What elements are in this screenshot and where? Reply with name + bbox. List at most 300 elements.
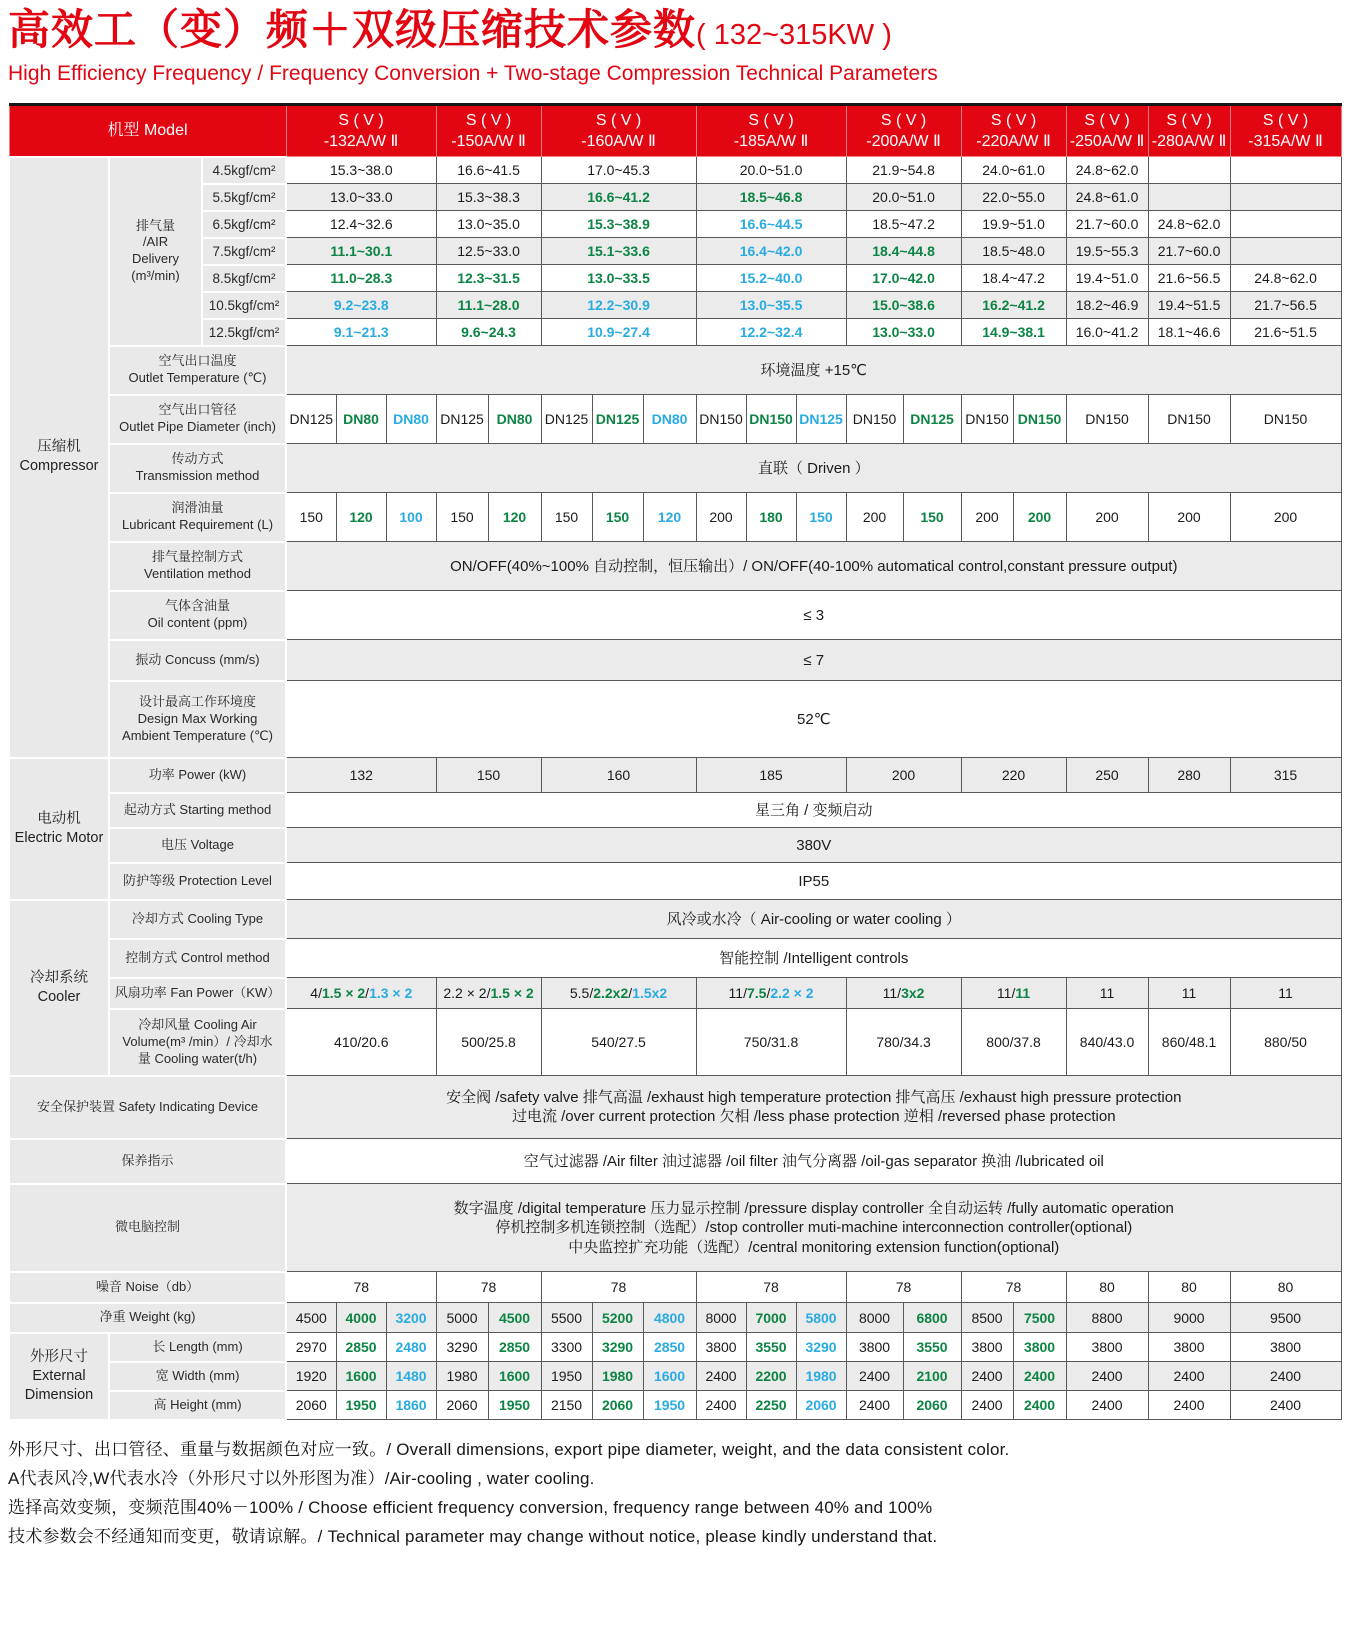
value-cell: 2060 (796, 1391, 846, 1420)
value-cell: 2400 (696, 1362, 746, 1391)
value-cell: 24.8~62.0 (1230, 265, 1341, 292)
value-cell: 280 (1148, 758, 1230, 793)
value-cell: 13.0~33.0 (846, 319, 961, 346)
value-cell: 840/43.0 (1066, 1009, 1148, 1076)
value-cell: 2400 (846, 1391, 903, 1420)
value-cell: 21.7~56.5 (1230, 292, 1341, 319)
group-label: 压缩机 Compressor (9, 157, 109, 758)
value-cell (1148, 184, 1230, 211)
value-cell: DN80 (386, 395, 436, 444)
table-row (9, 828, 1341, 863)
pressure-label: 5.5kgf/cm² (202, 184, 286, 211)
table-row (9, 1139, 1341, 1184)
value-cell: 12.3~31.5 (436, 265, 541, 292)
value-cell: 5800 (796, 1303, 846, 1333)
value-cell: 11.1~30.1 (286, 238, 436, 265)
pressure-label: 8.5kgf/cm² (202, 265, 286, 292)
value-cell: 16.6~41.5 (436, 157, 541, 184)
value-cell: 78 (696, 1272, 846, 1303)
row-label: 功率 Power (kW) (109, 758, 286, 793)
value-cell (1230, 157, 1341, 184)
table-row (9, 319, 1341, 346)
value-cell: 14.9~38.1 (961, 319, 1066, 346)
value-cell: 150 (436, 758, 541, 793)
row-label: 净重 Weight (kg) (9, 1303, 286, 1333)
value-cell: 150 (286, 493, 336, 542)
value-cell: 78 (961, 1272, 1066, 1303)
table-row (9, 157, 1341, 184)
table-row (9, 395, 1341, 444)
value-cell: 180 (746, 493, 796, 542)
value-cell: DN125 (903, 395, 961, 444)
merged-value: 风冷或水冷（ Air-cooling or water cooling ） (286, 900, 1341, 939)
value-cell: 3290 (592, 1333, 643, 1362)
table-row (9, 211, 1341, 238)
value-cell: 800/37.8 (961, 1009, 1066, 1076)
row-label: 电压 Voltage (109, 828, 286, 863)
row-label: 排气量 /AIR Delivery (m³/min) (109, 157, 202, 346)
value-cell: 78 (541, 1272, 696, 1303)
pressure-label: 12.5kgf/cm² (202, 319, 286, 346)
value-cell: 9.6~24.3 (436, 319, 541, 346)
value-cell: 250 (1066, 758, 1148, 793)
footnotes (8, 1435, 1340, 1551)
value-cell: DN150 (696, 395, 746, 444)
row-label: 宽 Width (mm) (109, 1362, 286, 1391)
table-row (9, 591, 1341, 640)
value-cell: 200 (1148, 493, 1230, 542)
row-label: 防护等级 Protection Level (109, 863, 286, 900)
value-cell: 12.2~30.9 (541, 292, 696, 319)
value-cell: DN125 (286, 395, 336, 444)
value-cell: 1950 (541, 1362, 592, 1391)
model-column-header: S ( V ) -220A/W Ⅱ (961, 105, 1066, 157)
row-label: 安全保护装置 Safety Indicating Device (9, 1076, 286, 1139)
value-cell: 100 (386, 493, 436, 542)
value-cell: DN125 (796, 395, 846, 444)
table-row (9, 681, 1341, 758)
value-cell: 21.6~56.5 (1148, 265, 1230, 292)
value-cell: 2400 (1066, 1362, 1148, 1391)
value-cell: 18.4~47.2 (961, 265, 1066, 292)
row-label: 气体含油量 Oil content (ppm) (109, 591, 286, 640)
table-body (9, 157, 1341, 1420)
group-label: 冷却系统 Cooler (9, 900, 109, 1076)
value-cell: 150 (796, 493, 846, 542)
value-cell: 9500 (1230, 1303, 1341, 1333)
value-cell: 16.6~41.2 (541, 184, 696, 211)
value-cell: 120 (488, 493, 541, 542)
table-row (9, 640, 1341, 681)
value-cell: 2060 (436, 1391, 488, 1420)
pressure-label: 7.5kgf/cm² (202, 238, 286, 265)
value-cell: 5500 (541, 1303, 592, 1333)
value-cell: 1860 (386, 1391, 436, 1420)
table-row (9, 444, 1341, 493)
value-cell: 2400 (961, 1391, 1013, 1420)
value-cell: 2400 (961, 1362, 1013, 1391)
value-cell: 8500 (961, 1303, 1013, 1333)
value-cell: 13.0~35.5 (696, 292, 846, 319)
value-cell: 2850 (643, 1333, 696, 1362)
value-cell: 4500 (488, 1303, 541, 1333)
table-row (9, 900, 1341, 939)
value-cell: 5000 (436, 1303, 488, 1333)
merged-value: 安全阀 /safety valve 排气高温 /exhaust high temperature protection 排气高压 /exhaust high pressure protection 过电流 /over current protection 欠相 /less phase protection 逆相 /reversed phase protection (286, 1076, 1341, 1139)
value-cell: 750/31.8 (696, 1009, 846, 1076)
value-cell: 1950 (336, 1391, 386, 1420)
value-cell: 15.2~40.0 (696, 265, 846, 292)
value-cell: 150 (903, 493, 961, 542)
value-cell: DN150 (746, 395, 796, 444)
value-cell: 150 (592, 493, 643, 542)
value-cell: 120 (336, 493, 386, 542)
row-label: 振动 Concuss (mm/s) (109, 640, 286, 681)
value-cell: 185 (696, 758, 846, 793)
value-cell: 17.0~42.0 (846, 265, 961, 292)
value-cell: 410/20.6 (286, 1009, 436, 1076)
footnote-disclaimer: 技术参数会不经通知而变更，敬请谅解。/ Technical parameter may change without notice, please kindly understand that. (8, 1526, 938, 1546)
model-column-header: S ( V ) -132A/W Ⅱ (286, 105, 436, 157)
value-cell: 3800 (696, 1333, 746, 1362)
value-cell: 200 (1066, 493, 1148, 542)
value-cell: 16.4~42.0 (696, 238, 846, 265)
row-label: 空气出口管径 Outlet Pipe Diameter (inch) (109, 395, 286, 444)
value-cell: 9.2~23.8 (286, 292, 436, 319)
table-row (9, 863, 1341, 900)
row-label: 冷却方式 Cooling Type (109, 900, 286, 939)
value-cell: 15.3~38.9 (541, 211, 696, 238)
value-cell: DN150 (1013, 395, 1066, 444)
value-cell: 3800 (846, 1333, 903, 1362)
value-cell: 3800 (961, 1333, 1013, 1362)
value-cell: 2400 (1148, 1362, 1230, 1391)
value-cell: DN80 (643, 395, 696, 444)
merged-value: IP55 (286, 863, 1341, 900)
merged-value: 数字温度 /digital temperature 压力显示控制 /pressure display controller 全自动运转 /fully automatic operation 停机控制多机连锁控制（选配）/stop controller muti-machine interconnection controller(optional) 中央监控扩充功能（选配）/central monitoring extension function(optional) (286, 1184, 1341, 1272)
merged-value: 环境温度 +15℃ (286, 346, 1341, 395)
value-cell: 9000 (1148, 1303, 1230, 1333)
value-cell: 2060 (592, 1391, 643, 1420)
merged-value: 380V (286, 828, 1341, 863)
value-cell: DN125 (541, 395, 592, 444)
value-cell: 4500 (286, 1303, 336, 1333)
table-row (9, 939, 1341, 978)
row-label: 控制方式 Control method (109, 939, 286, 978)
value-cell: 6800 (903, 1303, 961, 1333)
value-cell: 200 (1013, 493, 1066, 542)
value-cell: 1480 (386, 1362, 436, 1391)
value-cell: 11 (1230, 978, 1341, 1009)
value-cell: 1980 (592, 1362, 643, 1391)
value-cell: 16.0~41.2 (1066, 319, 1148, 346)
value-cell: 2150 (541, 1391, 592, 1420)
value-cell: 3200 (386, 1303, 436, 1333)
value-cell: 19.4~51.5 (1148, 292, 1230, 319)
value-cell: 1600 (336, 1362, 386, 1391)
value-cell: DN150 (1230, 395, 1341, 444)
value-cell: 11.1~28.0 (436, 292, 541, 319)
merged-value: 智能控制 /Intelligent controls (286, 939, 1341, 978)
value-cell: 24.8~61.0 (1066, 184, 1148, 211)
value-cell: 4000 (336, 1303, 386, 1333)
footnote-frequency-range: 选择高效变频，变频范围40%－100% / Choose efficient frequency conversion, frequency range between 40% and 100% (8, 1497, 933, 1517)
table-row (9, 793, 1341, 828)
value-cell: 315 (1230, 758, 1341, 793)
value-cell: 780/34.3 (846, 1009, 961, 1076)
value-cell (1230, 238, 1341, 265)
value-cell: 150 (436, 493, 488, 542)
value-cell: 3550 (903, 1333, 961, 1362)
pressure-label: 4.5kgf/cm² (202, 157, 286, 184)
value-cell: DN150 (1148, 395, 1230, 444)
value-cell: 2400 (1013, 1391, 1066, 1420)
value-cell: 15.0~38.6 (846, 292, 961, 319)
footnote-color-legend: 外形尺寸、出口管径、重量与数据颜色对应一致。/ Overall dimensions, export pipe diameter, weight, and the data consistent color. (8, 1439, 1010, 1459)
value-cell: 3800 (1230, 1333, 1341, 1362)
row-label: 冷却风量 Cooling Air Volume(m³ /min）/ 冷却水 量 Cooling water(t/h) (109, 1009, 286, 1076)
value-cell: 15.3~38.0 (286, 157, 436, 184)
merged-value: ≤ 7 (286, 640, 1341, 681)
table-row (9, 758, 1341, 793)
pressure-label: 6.5kgf/cm² (202, 211, 286, 238)
value-cell: 2970 (286, 1333, 336, 1362)
value-cell: 18.5~47.2 (846, 211, 961, 238)
merged-value: 直联（ Driven ） (286, 444, 1341, 493)
value-cell: 200 (696, 493, 746, 542)
value-cell: 4/1.5 × 2/1.3 × 2 (286, 978, 436, 1009)
value-cell: 13.0~35.0 (436, 211, 541, 238)
pressure-label: 10.5kgf/cm² (202, 292, 286, 319)
value-cell: DN150 (846, 395, 903, 444)
merged-value: ON/OFF(40%~100% 自动控制，恒压输出）/ ON/OFF(40-100% automatical control,constant pressure output) (286, 542, 1341, 591)
value-cell: 17.0~45.3 (541, 157, 696, 184)
page-title-zh: 高效工（变）频＋双级压缩技术参数 (8, 6, 697, 53)
title-bar (0, 0, 1348, 86)
table-row (9, 1303, 1341, 1333)
model-column-header: S ( V ) -315A/W Ⅱ (1230, 105, 1341, 157)
value-cell: 540/27.5 (541, 1009, 696, 1076)
value-cell: 1950 (488, 1391, 541, 1420)
table-row (9, 238, 1341, 265)
value-cell: 13.0~33.5 (541, 265, 696, 292)
value-cell: 19.5~55.3 (1066, 238, 1148, 265)
value-cell: 18.5~46.8 (696, 184, 846, 211)
value-cell: 5.5/2.2x2/1.5x2 (541, 978, 696, 1009)
table-row (9, 346, 1341, 395)
value-cell: 1920 (286, 1362, 336, 1391)
value-cell: 200 (961, 493, 1013, 542)
value-cell: 2400 (1230, 1362, 1341, 1391)
row-label: 润滑油量 Lubricant Requirement (L) (109, 493, 286, 542)
value-cell: 8800 (1066, 1303, 1148, 1333)
table-row (9, 1184, 1341, 1272)
row-label: 起动方式 Starting method (109, 793, 286, 828)
group-label: 外形尺寸 External Dimension (9, 1333, 109, 1420)
value-cell: 13.0~33.0 (286, 184, 436, 211)
value-cell: 3290 (796, 1333, 846, 1362)
value-cell: 132 (286, 758, 436, 793)
merged-value: ≤ 3 (286, 591, 1341, 640)
table-row (9, 292, 1341, 319)
value-cell: 2400 (1066, 1391, 1148, 1420)
value-cell: 80 (1066, 1272, 1148, 1303)
header-row (9, 105, 1341, 157)
value-cell: 22.0~55.0 (961, 184, 1066, 211)
table-header (9, 105, 1341, 157)
value-cell: 2250 (746, 1391, 796, 1420)
value-cell: 2400 (846, 1362, 903, 1391)
value-cell: 11/3x2 (846, 978, 961, 1009)
value-cell: 19.4~51.0 (1066, 265, 1148, 292)
row-label: 噪音 Noise（db） (9, 1272, 286, 1303)
value-cell: 200 (846, 493, 903, 542)
table-row (9, 184, 1341, 211)
value-cell: 10.9~27.4 (541, 319, 696, 346)
value-cell: 1980 (796, 1362, 846, 1391)
value-cell: 200 (846, 758, 961, 793)
value-cell: DN150 (1066, 395, 1148, 444)
value-cell: 18.1~46.6 (1148, 319, 1230, 346)
value-cell: 16.6~44.5 (696, 211, 846, 238)
value-cell: 24.0~61.0 (961, 157, 1066, 184)
value-cell: 120 (643, 493, 696, 542)
value-cell: 3290 (436, 1333, 488, 1362)
value-cell: 18.2~46.9 (1066, 292, 1148, 319)
value-cell: 8000 (846, 1303, 903, 1333)
value-cell: 2100 (903, 1362, 961, 1391)
table-row (9, 493, 1341, 542)
row-label: 保养指示 (9, 1139, 286, 1184)
table-row (9, 1272, 1341, 1303)
value-cell: 78 (846, 1272, 961, 1303)
footnote-cooling-code: A代表风冷,W代表水冷（外形尺寸以外形图为准）/Air-cooling , water cooling. (8, 1468, 595, 1488)
value-cell: 1980 (436, 1362, 488, 1391)
value-cell: 11 (1066, 978, 1148, 1009)
page-title-kw-range: ( 132~315KW ) (696, 19, 892, 51)
value-cell: DN80 (336, 395, 386, 444)
model-column-header: S ( V ) -185A/W Ⅱ (696, 105, 846, 157)
value-cell: 3550 (746, 1333, 796, 1362)
value-cell: DN125 (592, 395, 643, 444)
row-label: 排气量控制方式 Ventilation method (109, 542, 286, 591)
value-cell: 220 (961, 758, 1066, 793)
value-cell: 1600 (643, 1362, 696, 1391)
value-cell: 80 (1148, 1272, 1230, 1303)
row-label: 长 Length (mm) (109, 1333, 286, 1362)
value-cell: 880/50 (1230, 1009, 1341, 1076)
value-cell: 860/48.1 (1148, 1009, 1230, 1076)
value-cell: 2480 (386, 1333, 436, 1362)
page-subtitle: High Efficiency Frequency / Frequency Conversion + Two-stage Compression Technical Parameters (8, 62, 938, 86)
value-cell: 5200 (592, 1303, 643, 1333)
model-column-header: S ( V ) -280A/W Ⅱ (1148, 105, 1230, 157)
value-cell: 20.0~51.0 (696, 157, 846, 184)
row-label: 风扇功率 Fan Power（KW） (109, 978, 286, 1009)
value-cell: 2200 (746, 1362, 796, 1391)
value-cell: 12.2~32.4 (696, 319, 846, 346)
table-row (9, 542, 1341, 591)
merged-value: 52℃ (286, 681, 1341, 758)
value-cell: 11/11 (961, 978, 1066, 1009)
value-cell: 19.9~51.0 (961, 211, 1066, 238)
value-cell: 80 (1230, 1272, 1341, 1303)
value-cell: 4800 (643, 1303, 696, 1333)
value-cell: 2400 (696, 1391, 746, 1420)
value-cell: 2850 (488, 1333, 541, 1362)
value-cell: 1950 (643, 1391, 696, 1420)
value-cell: 11.0~28.3 (286, 265, 436, 292)
value-cell (1148, 157, 1230, 184)
value-cell: 21.6~51.5 (1230, 319, 1341, 346)
value-cell: 18.4~44.8 (846, 238, 961, 265)
table-row (9, 1362, 1341, 1391)
value-cell: 200 (1230, 493, 1341, 542)
value-cell: 3800 (1013, 1333, 1066, 1362)
value-cell (1230, 184, 1341, 211)
value-cell: 7000 (746, 1303, 796, 1333)
value-cell: 11/7.5/2.2 × 2 (696, 978, 846, 1009)
value-cell: 12.4~32.6 (286, 211, 436, 238)
value-cell: 2060 (286, 1391, 336, 1420)
value-cell: 21.7~60.0 (1148, 238, 1230, 265)
value-cell: 7500 (1013, 1303, 1066, 1333)
table-row (9, 1333, 1341, 1362)
value-cell: 18.5~48.0 (961, 238, 1066, 265)
row-label: 微电脑控制 (9, 1184, 286, 1272)
table-row (9, 1076, 1341, 1139)
value-cell: 3800 (1066, 1333, 1148, 1362)
value-cell: 11 (1148, 978, 1230, 1009)
model-column-header: S ( V ) -250A/W Ⅱ (1066, 105, 1148, 157)
value-cell: 3800 (1148, 1333, 1230, 1362)
value-cell: 15.1~33.6 (541, 238, 696, 265)
value-cell: 12.5~33.0 (436, 238, 541, 265)
table-row (9, 978, 1341, 1009)
value-cell: 21.9~54.8 (846, 157, 961, 184)
value-cell: 2400 (1230, 1391, 1341, 1420)
value-cell: 20.0~51.0 (846, 184, 961, 211)
value-cell: 78 (436, 1272, 541, 1303)
value-cell: 21.7~60.0 (1066, 211, 1148, 238)
value-cell: 2400 (1013, 1362, 1066, 1391)
value-cell: 1600 (488, 1362, 541, 1391)
model-header: 机型 Model (9, 105, 286, 157)
value-cell: 2850 (336, 1333, 386, 1362)
value-cell: 500/25.8 (436, 1009, 541, 1076)
value-cell: DN150 (961, 395, 1013, 444)
merged-value: 空气过滤器 /Air filter 油过滤器 /oil filter 油气分离器 /oil-gas separator 换油 /lubricated oil (286, 1139, 1341, 1184)
value-cell: 16.2~41.2 (961, 292, 1066, 319)
value-cell: DN80 (488, 395, 541, 444)
value-cell: 15.3~38.3 (436, 184, 541, 211)
value-cell: 160 (541, 758, 696, 793)
value-cell: 2.2 × 2/1.5 × 2 (436, 978, 541, 1009)
row-label: 高 Height (mm) (109, 1391, 286, 1420)
value-cell: 78 (286, 1272, 436, 1303)
model-column-header: S ( V ) -160A/W Ⅱ (541, 105, 696, 157)
model-column-header: S ( V ) -150A/W Ⅱ (436, 105, 541, 157)
row-label: 传动方式 Transmission method (109, 444, 286, 493)
row-label: 设计最高工作环境度 Design Max Working Ambient Temperature (℃) (109, 681, 286, 758)
value-cell: 9.1~21.3 (286, 319, 436, 346)
group-label: 电动机 Electric Motor (9, 758, 109, 900)
value-cell: 2060 (903, 1391, 961, 1420)
value-cell: 8000 (696, 1303, 746, 1333)
table-row (9, 1009, 1341, 1076)
value-cell: 24.8~62.0 (1066, 157, 1148, 184)
value-cell: 2400 (1148, 1391, 1230, 1420)
